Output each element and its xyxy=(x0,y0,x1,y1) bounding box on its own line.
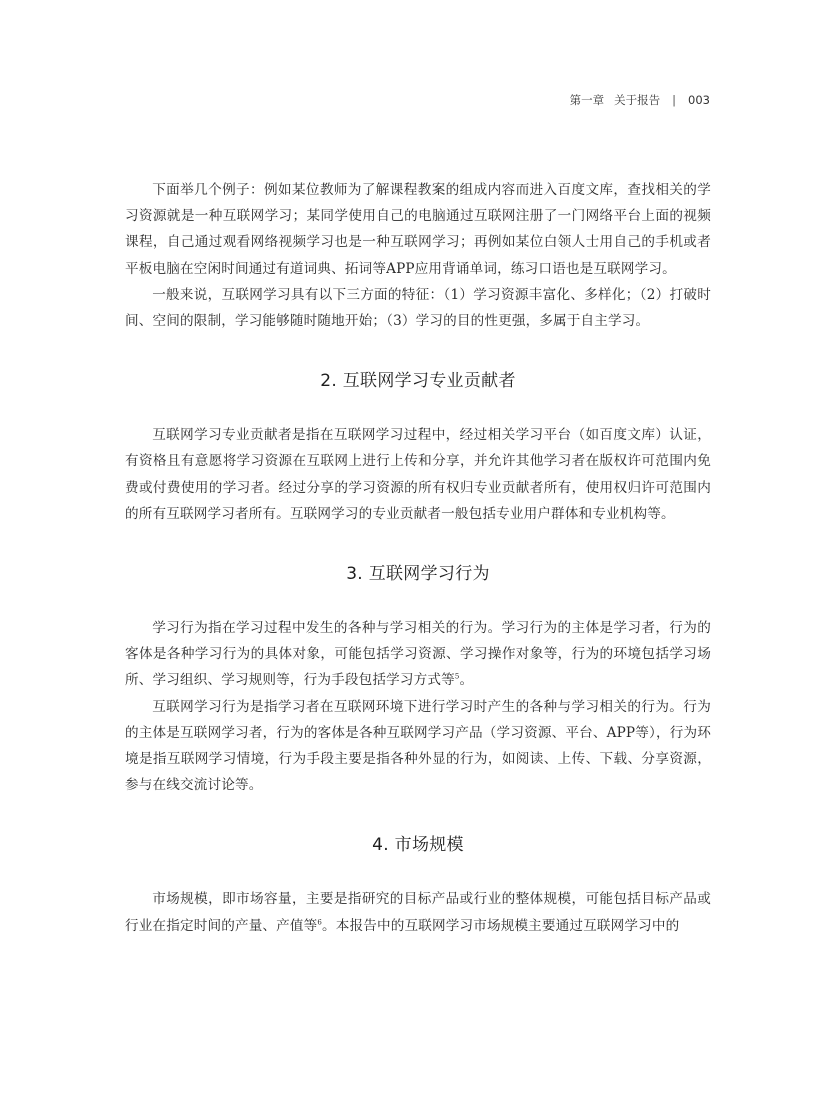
section-2-paragraph: 互联网学习专业贡献者是指在互联网学习过程中，经过相关学习平台（如百度文库）认证，有资格且有意愿将学习资源在互联网上进行上传和分享，并允许其他学习者在版权许可范围内免费或付费使用的学习者。经过分享的学习资源的所有权归专业贡献者所有，使用权归许可范围内的所有互联网学习者所有。互联网学习的专业贡献者一般包括专业用户群体和专业机构等。 xyxy=(125,427,711,522)
section-4-paragraph xyxy=(125,886,711,938)
paragraph-end: 。 xyxy=(459,672,474,689)
page-number: 003 xyxy=(688,93,710,107)
section-heading-2: 2. 互联网学习专业贡献者 xyxy=(320,371,516,392)
running-header xyxy=(570,92,710,108)
page-body xyxy=(125,177,711,939)
paragraph-end: 。本报告中的互联网学习市场规模主要通过互联网学习中的 xyxy=(322,917,680,934)
section-heading-4: 4. 市场规模 xyxy=(372,835,464,856)
chapter-label: 第一章 xyxy=(569,93,605,107)
footnote-marker: 6 xyxy=(317,918,323,927)
section-heading-3: 3. 互联网学习行为 xyxy=(346,564,490,585)
footnote-marker: 5 xyxy=(454,672,460,681)
paragraph-text: 市场规模，即市场容量，主要是指研究的目标产品或行业的整体规模，可能包括目标产品或行业在指定时间的产量、产值等 xyxy=(125,891,711,934)
section-3-paragraph-1 xyxy=(125,615,711,694)
paragraph-text: 学习行为指在学习过程中发生的各种与学习相关的行为。学习行为的主体是学习者，行为的客体是各种学习行为的具体对象，可能包括学习资源、学习操作对象等，行为的环境包括学习场所、学习组织、学习规则等，行为手段包括学习方式等 xyxy=(125,620,711,689)
header-separator: | xyxy=(672,93,677,107)
section-3-paragraph-2: 互联网学习行为是指学习者在互联网环境下进行学习时产生的各种与学习相关的行为。行为的主体是互联网学习者，行为的客体是各种互联网学习产品（学习资源、平台、APP等），行为环境是指互联网学习情境，行为手段主要是指各种外显的行为，如阅读、上传、下载、分享资源，参与在线交流讨论等。 xyxy=(125,698,711,794)
intro-paragraph-2: 一般来说，互联网学习具有以下三方面的特征：（1）学习资源丰富化、多样化；（2）打破时间、空间的限制，学习能够随时随地开始；（3）学习的目的性更强，多属于自主学习。 xyxy=(125,286,711,330)
chapter-title: 关于报告 xyxy=(614,93,661,107)
intro-paragraph-1: 下面举几个例子：例如某位教师为了解课程教案的组成内容而进入百度文库，查找相关的学习资源就是一种互联网学习；某同学使用自己的电脑通过互联网注册了一门网络平台上面的视频课程，自己通过观看网络视频学习也是一种互联网学习；再例如某位白领人士用自己的手机或者平板电脑在空闲时间通过有道词典、拓词等APP应用背诵单词，练习口语也是互联网学习。 xyxy=(125,182,711,277)
